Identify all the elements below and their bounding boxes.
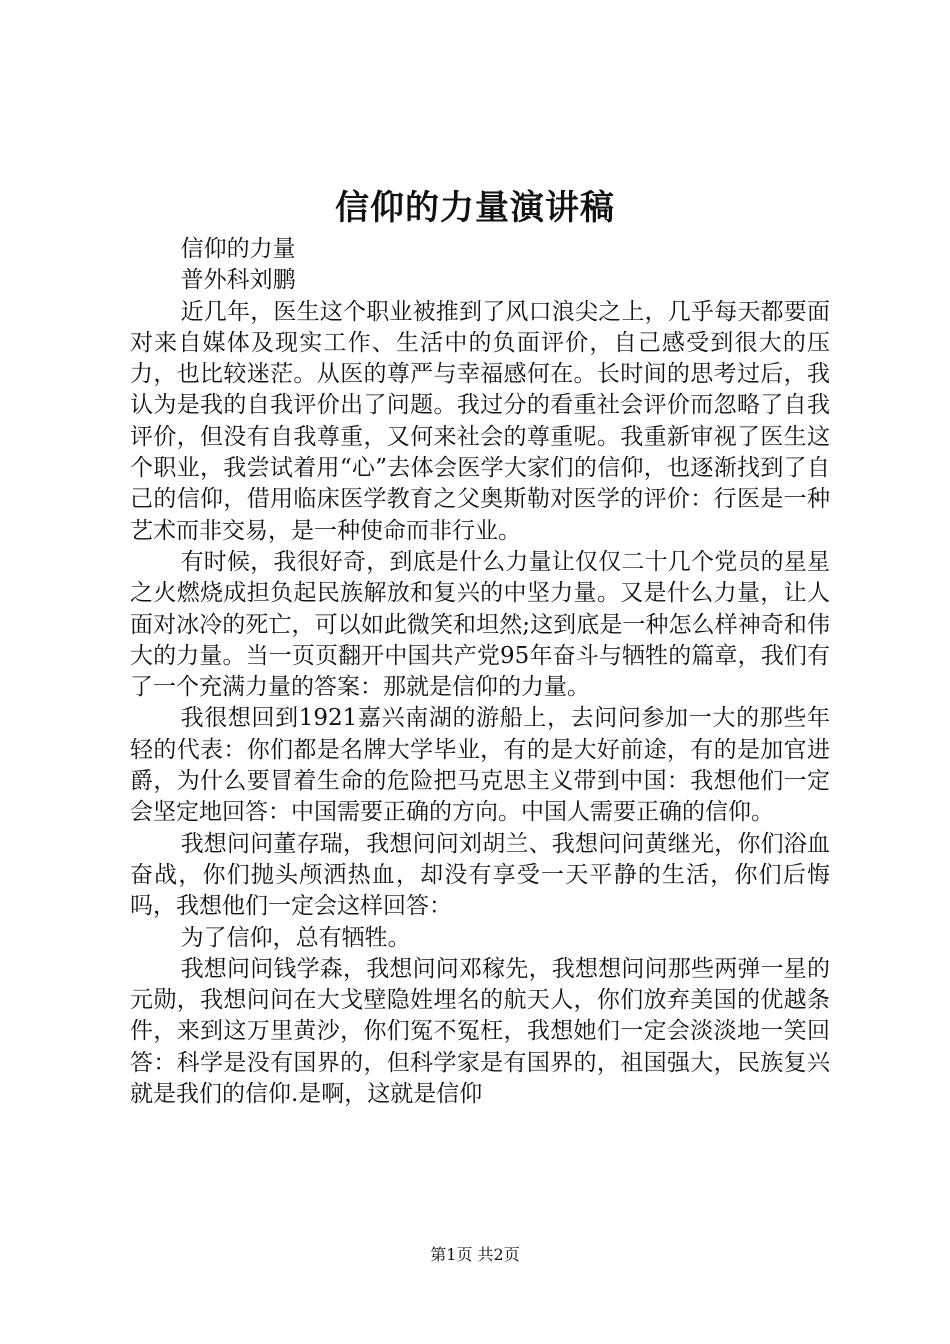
body-paragraph: 我很想回到1921嘉兴南湖的游船上，去问问参加一大的那些年轻的代表：你们都是名牌大学毕业，有的是大好前途，有的是加官进爵，为什么要冒着生命的危险把马克思主义带到中国：我想他们一定会坚定地回答：中国需要正确的方向。中国人需要正确的信仰。 [130,705,830,826]
author-paragraph: 普外科刘鹏 [180,267,296,294]
document-body [130,234,830,1110]
document-title: 信仰的力量演讲稿 [335,188,615,228]
body-paragraph: 我想问问钱学森，我想问问邓稼先，我想想问问那些两弹一星的元勋，我想问问在大戈壁隐姓埋名的航天人，你们放弃美国的优越条件，来到这万里黄沙，你们冤不冤枉，我想她们一定会淡淡地一笑回答：科学是没有国界的，但科学家是有国界的，祖国强大，民族复兴就是我们的信仰.是啊，这就是信仰 [130,955,830,1108]
body-paragraph: 有时候，我很好奇，到底是什么力量让仅仅二十几个党员的星星之火燃烧成担负起民族解放和复兴的中坚力量。又是什么力量，让人面对冰冷的死亡，可以如此微笑和坦然;这到底是一种怎么样神奇和伟大的力量。当一页页翻开中国共产党95年奋斗与牺牲的篇章，我们有了一个充满力量的答案：那就是信仰的力量。 [130,548,830,701]
body-paragraph: 为了信仰，总有牺牲。 [180,924,411,951]
subtitle-paragraph: 信仰的力量 [180,236,296,262]
page-footer: 第1页 共2页 [430,1245,520,1264]
body-paragraph: 我想问问董存瑞，我想问问刘胡兰、我想问问黄继光，你们浴血奋战，你们抛头颅洒热血，却没有享受一天平静的生活，你们后悔吗，我想他们一定会这样回答： [130,830,830,920]
body-paragraph: 近几年，医生这个职业被推到了风口浪尖之上，几乎每天都要面对来自媒体及现实工作、生活中的负面评价，自己感受到很大的压力，也比较迷茫。从医的尊严与幸福感何在。长时间的思考过后，我认为是我的自我评价出了问题。我过分的看重社会评价而忽略了自我评价，但没有自我尊重，又何来社会的尊重呢。我重新审视了医生这个职业，我尝试着用“心”去体会医学大家们的信仰，也逐渐找到了自己的信仰，借用临床医学教育之父奥斯勒对医学的评价：行医是一种艺术而非交易，是一种使命而非行业。 [130,298,830,544]
